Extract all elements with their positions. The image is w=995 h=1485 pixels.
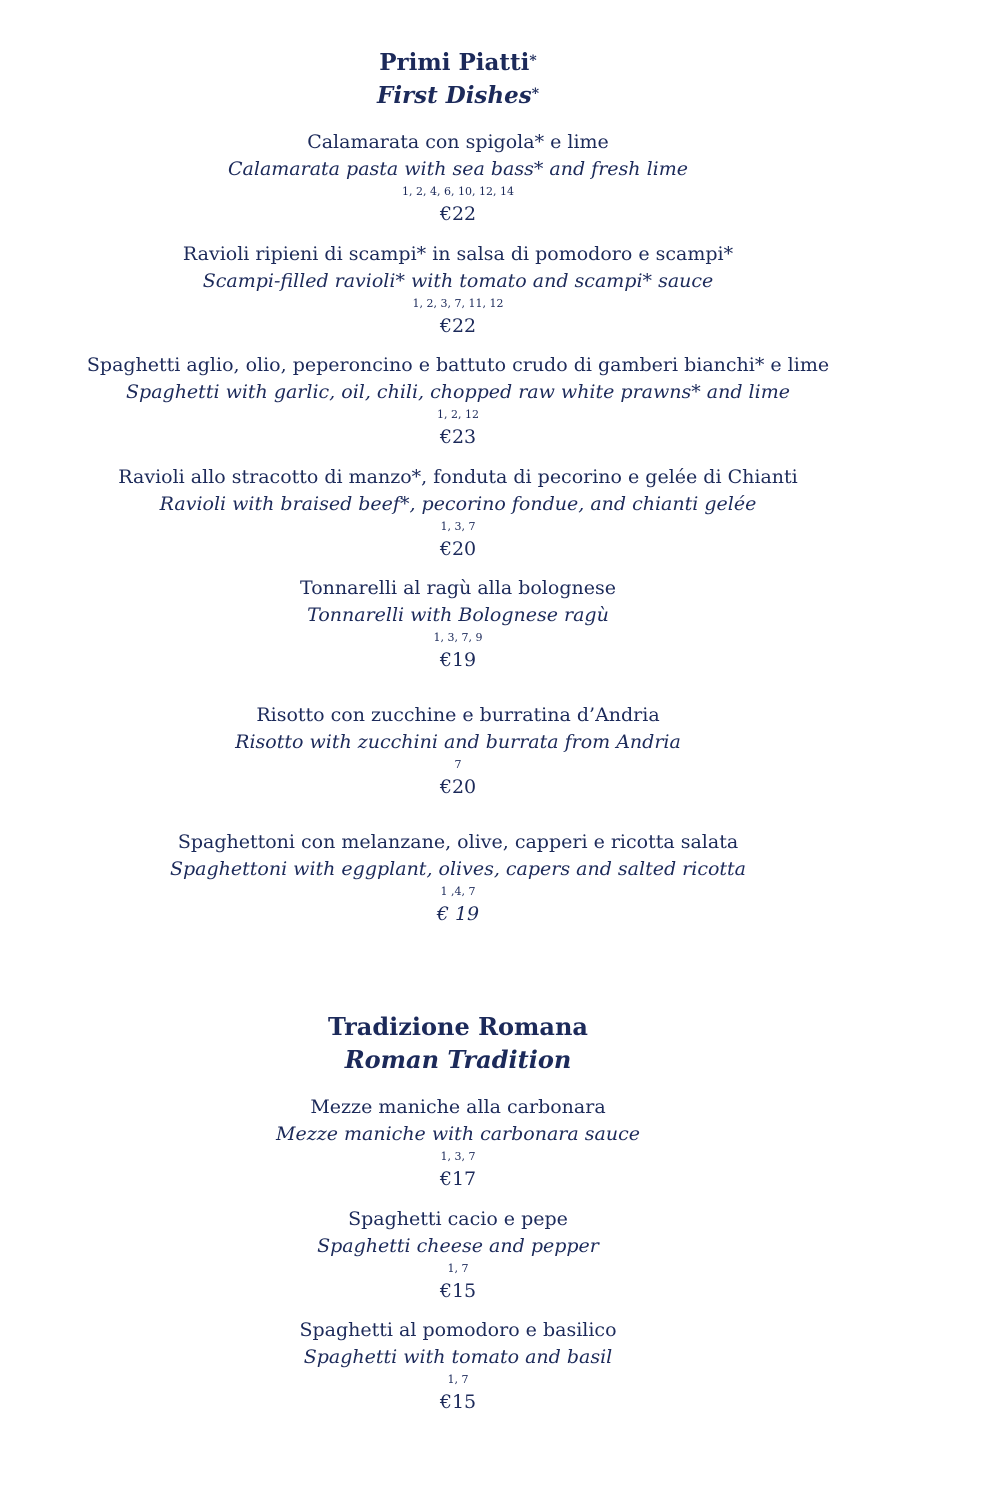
dish-name-en: Mezze maniche with carbonara sauce [276,1123,640,1145]
asterisk-mark: * [529,53,537,69]
dish-allergens: 7 [454,758,462,771]
section-title [0,46,916,78]
dish-item [0,1206,916,1305]
dish-allergens: 1 ,4, 7 [440,885,476,898]
dish-item [0,129,916,228]
section-header-primi [0,46,916,112]
dish-price: € 19 [436,903,480,925]
section-header-tradizione [0,1010,916,1076]
dish-allergens: 1, 3, 7, 9 [433,631,483,644]
dish-price: €15 [439,1280,477,1302]
dish-item [0,702,916,801]
dish-allergens: 1, 7 [447,1373,469,1386]
dish-item [0,575,916,674]
dish-price: €20 [439,776,477,798]
dish-price: €23 [439,426,477,448]
dish-item [0,829,916,928]
dish-name-it: Calamarata con spigola* e lime [307,131,609,153]
dish-name-it: Ravioli ripieni di scampi* in salsa di pomodoro e scampi* [182,243,734,265]
dish-name-en: Spaghetti cheese and pepper [317,1235,599,1257]
dish-price: €15 [439,1391,477,1413]
asterisk-mark: * [531,86,540,102]
dish-name-en: Scampi-filled ravioli* with tomato and scampi* sauce [202,270,714,292]
dish-name-en: Tonnarelli with Bolognese ragù [307,604,609,626]
dish-item [0,1094,916,1193]
section-subtitle [0,78,916,112]
dish-name-it: Spaghetti al pomodoro e basilico [299,1319,617,1341]
section-subtitle-text: First Dishes [376,82,532,109]
dish-item [0,464,916,563]
dish-price: €20 [439,538,477,560]
dish-allergens: 1, 7 [447,1262,469,1275]
dish-allergens: 1, 3, 7 [440,520,476,533]
dish-name-it: Spaghetti cacio e pepe [348,1208,568,1230]
section-title: Tradizione Romana [328,1012,588,1041]
dish-allergens: 1, 2, 12 [437,408,479,421]
dish-price: €22 [439,203,477,225]
dish-name-en: Spaghettoni with eggplant, olives, capers and salted ricotta [169,858,747,880]
dish-name-en: Spaghetti with garlic, oil, chili, chopped raw white prawns* and lime [126,381,790,403]
dish-price: €22 [439,315,477,337]
dish-item [0,352,916,451]
section-title-text: Primi Piatti [379,49,530,76]
section-subtitle: Roman Tradition [344,1045,572,1074]
dish-name-it: Spaghetti aglio, olio, peperoncino e battuto crudo di gamberi bianchi* e lime [86,354,830,376]
dish-name-en: Spaghetti with tomato and basil [303,1346,613,1368]
dish-price: €17 [439,1168,477,1190]
dish-name-it: Mezze maniche alla carbonara [310,1096,606,1118]
dish-price: €19 [439,649,477,671]
dish-name-en: Calamarata pasta with sea bass* and fresh lime [228,158,688,180]
dish-name-it: Risotto con zucchine e burratina d’Andria [256,704,660,726]
dish-allergens: 1, 3, 7 [440,1150,476,1163]
dish-name-en: Risotto with zucchini and burrata from Andria [235,731,681,753]
dish-item [0,1317,916,1416]
dish-name-it: Tonnarelli al ragù alla bolognese [300,577,616,599]
dish-name-en: Ravioli with braised beef*, pecorino fondue, and chianti gelée [159,493,757,515]
dish-item [0,241,916,340]
dish-name-it: Spaghettoni con melanzane, olive, capperi e ricotta salata [177,831,739,853]
dish-allergens: 1, 2, 4, 6, 10, 12, 14 [402,185,514,198]
dish-name-it: Ravioli allo stracotto di manzo*, fonduta di pecorino e gelée di Chianti [118,466,798,488]
dish-allergens: 1, 2, 3, 7, 11, 12 [412,297,504,310]
